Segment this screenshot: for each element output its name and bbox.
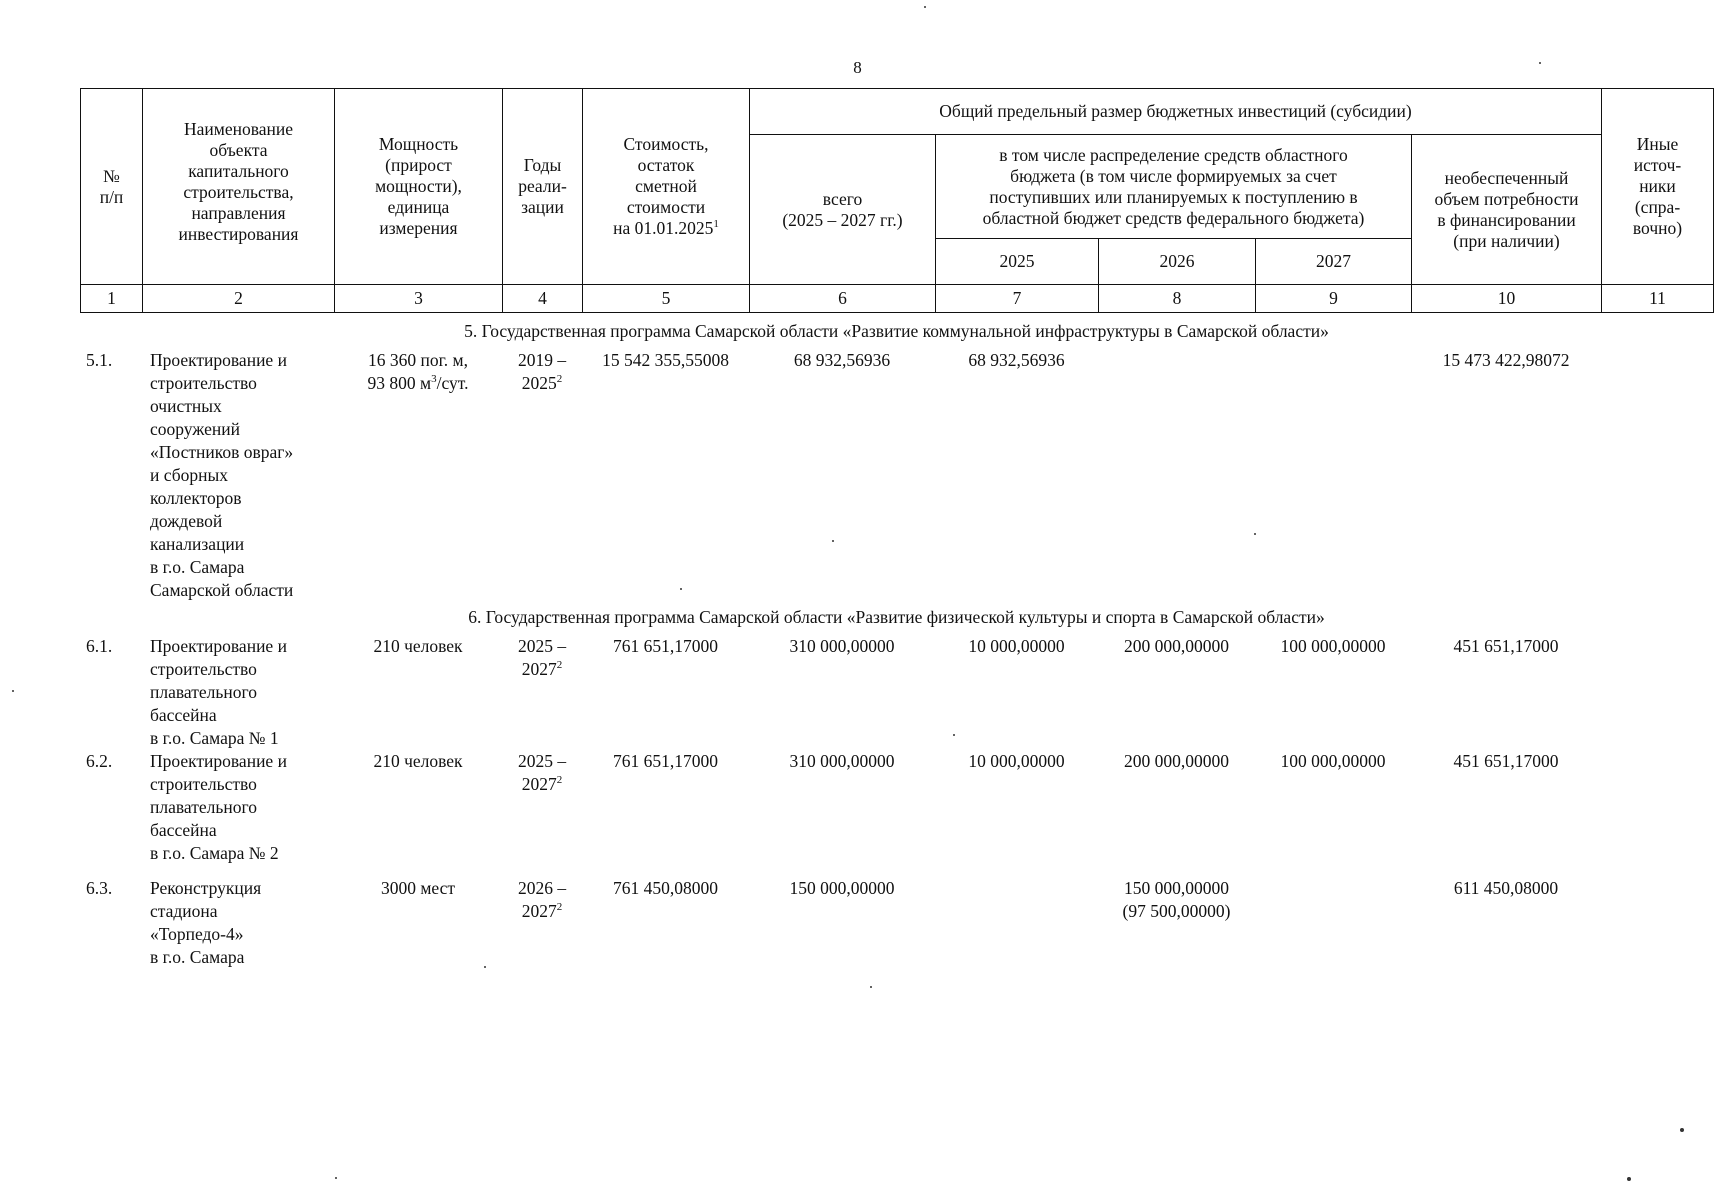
column-number: 4	[503, 285, 583, 313]
header-num: № п/п	[81, 89, 143, 285]
header-year-2027: 2027	[1256, 239, 1412, 285]
table-row	[80, 349, 1713, 602]
years	[502, 877, 582, 969]
page-number: 8	[853, 58, 862, 77]
header-unfunded: необеспеченный объем потребности в финансировании (при наличии)	[1412, 135, 1602, 285]
header-name: Наименование объекта капитального строительства, направления инвестирования	[143, 89, 335, 285]
years	[502, 750, 582, 865]
total: 68 932,56936	[793, 350, 891, 370]
unfunded: 15 473 422,98072	[1442, 350, 1570, 370]
years-footnote: 2	[556, 774, 563, 787]
amount-2027: 100 000,00000	[1280, 751, 1386, 771]
years-start: 2019 –	[517, 350, 567, 370]
cost: 761 450,08000	[613, 878, 718, 898]
other-sources	[1601, 750, 1713, 865]
capacity: 3000 мест	[380, 878, 456, 898]
header-cost-footnote: 1	[713, 218, 719, 231]
row-number: 5.1.	[86, 350, 113, 370]
header-cost-text: Стоимость, остаток сметной стоимости на 01.01.2025	[613, 134, 714, 238]
scan-speck	[1627, 1177, 1631, 1181]
other-sources	[1601, 877, 1713, 969]
amount-2027: 100 000,00000	[1280, 636, 1386, 656]
years-start: 2025 –	[517, 636, 567, 656]
unfunded: 451 651,17000	[1453, 751, 1559, 771]
scan-speck	[953, 734, 955, 736]
amount-2026: 150 000,00000 (97 500,00000)	[1122, 878, 1231, 921]
years-footnote: 2	[556, 373, 563, 386]
section-title: 5. Государственная программа Самарской области «Развитие коммунальной инфраструктуры в Самарской области»	[464, 321, 1329, 341]
header-distribution: в том числе распределение средств областного бюджета (в том числе формируемых за счет поступивших или планируемых к поступлению в областной бюджет средств федерального бюджета)	[936, 135, 1412, 239]
other-sources	[1601, 349, 1713, 602]
years	[502, 349, 582, 602]
capacity-line: 93 800 м	[367, 373, 432, 393]
scan-speck	[12, 690, 14, 692]
unfunded: 611 450,08000	[1453, 878, 1559, 898]
header-capacity: Мощность (прирост мощности), единица измерения	[335, 89, 503, 285]
capacity-superscript: 3	[431, 373, 437, 386]
object-name: Реконструкция стадиона «Торпедо-4» в г.о. Самара	[150, 878, 262, 967]
scan-speck	[484, 966, 486, 968]
amount-2025: 68 932,56936	[968, 350, 1065, 370]
column-number: 6	[750, 285, 936, 313]
amount-2026	[1098, 349, 1255, 602]
years-end: 2027	[521, 901, 557, 921]
table-row	[80, 750, 1713, 865]
capacity-unit: /сут.	[436, 373, 469, 393]
years-footnote: 2	[556, 659, 563, 672]
column-number: 10	[1412, 285, 1602, 313]
column-number: 8	[1099, 285, 1256, 313]
amount-2025	[935, 877, 1098, 969]
row-number: 6.3.	[86, 878, 113, 898]
scan-speck	[1254, 533, 1256, 535]
row-gap	[80, 865, 1713, 877]
table-body	[80, 320, 1713, 969]
header-years: Годы реали- зации	[503, 89, 583, 285]
cost: 15 542 355,55008	[602, 350, 729, 370]
unfunded: 451 651,17000	[1453, 636, 1559, 656]
column-number: 1	[81, 285, 143, 313]
years-end: 2027	[521, 659, 557, 679]
column-number: 11	[1602, 285, 1714, 313]
scan-speck	[335, 1177, 337, 1179]
scan-speck	[832, 540, 834, 542]
scan-speck	[1680, 1128, 1684, 1132]
column-number: 7	[936, 285, 1099, 313]
total: 310 000,00000	[789, 751, 895, 771]
header-year-2025: 2025	[936, 239, 1099, 285]
cost: 761 651,17000	[613, 636, 718, 656]
total: 310 000,00000	[789, 636, 895, 656]
scan-speck	[870, 986, 872, 988]
header-group-title: Общий предельный размер бюджетных инвестиций (субсидии)	[750, 89, 1602, 135]
column-number: 9	[1256, 285, 1412, 313]
years-end: 2025	[521, 373, 557, 393]
total: 150 000,00000	[789, 878, 895, 898]
years-start: 2025 –	[517, 751, 567, 771]
header-year-2026: 2026	[1099, 239, 1256, 285]
column-number: 2	[143, 285, 335, 313]
amount-2025: 10 000,00000	[968, 636, 1065, 656]
table-row	[80, 635, 1713, 750]
amount-2026: 200 000,00000	[1124, 636, 1229, 656]
header-total: всего (2025 – 2027 гг.)	[750, 135, 936, 285]
years-start: 2026 –	[517, 878, 567, 898]
cost: 761 651,17000	[613, 751, 718, 771]
capacity: 210 человек	[373, 636, 463, 656]
amount-2026: 200 000,00000	[1124, 751, 1229, 771]
section-title: 6. Государственная программа Самарской области «Развитие физической культуры и спорта в Самарской области»	[468, 607, 1325, 627]
years	[502, 635, 582, 750]
amount-2027	[1255, 877, 1411, 969]
table-row	[80, 877, 1713, 969]
amount-2027	[1255, 349, 1411, 602]
table-header	[80, 88, 1714, 313]
object-name: Проектирование и строительство плавательного бассейна в г.о. Самара № 2	[150, 751, 287, 863]
other-sources	[1601, 635, 1713, 750]
column-number: 5	[583, 285, 750, 313]
capacity	[334, 349, 502, 602]
object-name: Проектирование и строительство очистных сооружений «Постников овраг» и сборных коллекторов дождевой канализации в г.о. Самара Самарской области	[150, 350, 294, 600]
row-number: 6.1.	[86, 636, 113, 656]
scan-speck	[680, 588, 682, 590]
header-other: Иные источ- ники (спра- вочно)	[1602, 89, 1714, 285]
amount-2025: 10 000,00000	[968, 751, 1065, 771]
column-number: 3	[335, 285, 503, 313]
scan-speck	[1539, 62, 1541, 64]
object-name: Проектирование и строительство плавательного бассейна в г.о. Самара № 1	[150, 636, 287, 748]
header-cost	[583, 89, 750, 285]
years-end: 2027	[521, 774, 557, 794]
row-number: 6.2.	[86, 751, 113, 771]
capacity-line: 16 360 пог. м,	[367, 350, 469, 370]
capacity: 210 человек	[373, 751, 463, 771]
scan-speck	[924, 6, 926, 8]
years-footnote: 2	[556, 901, 563, 914]
